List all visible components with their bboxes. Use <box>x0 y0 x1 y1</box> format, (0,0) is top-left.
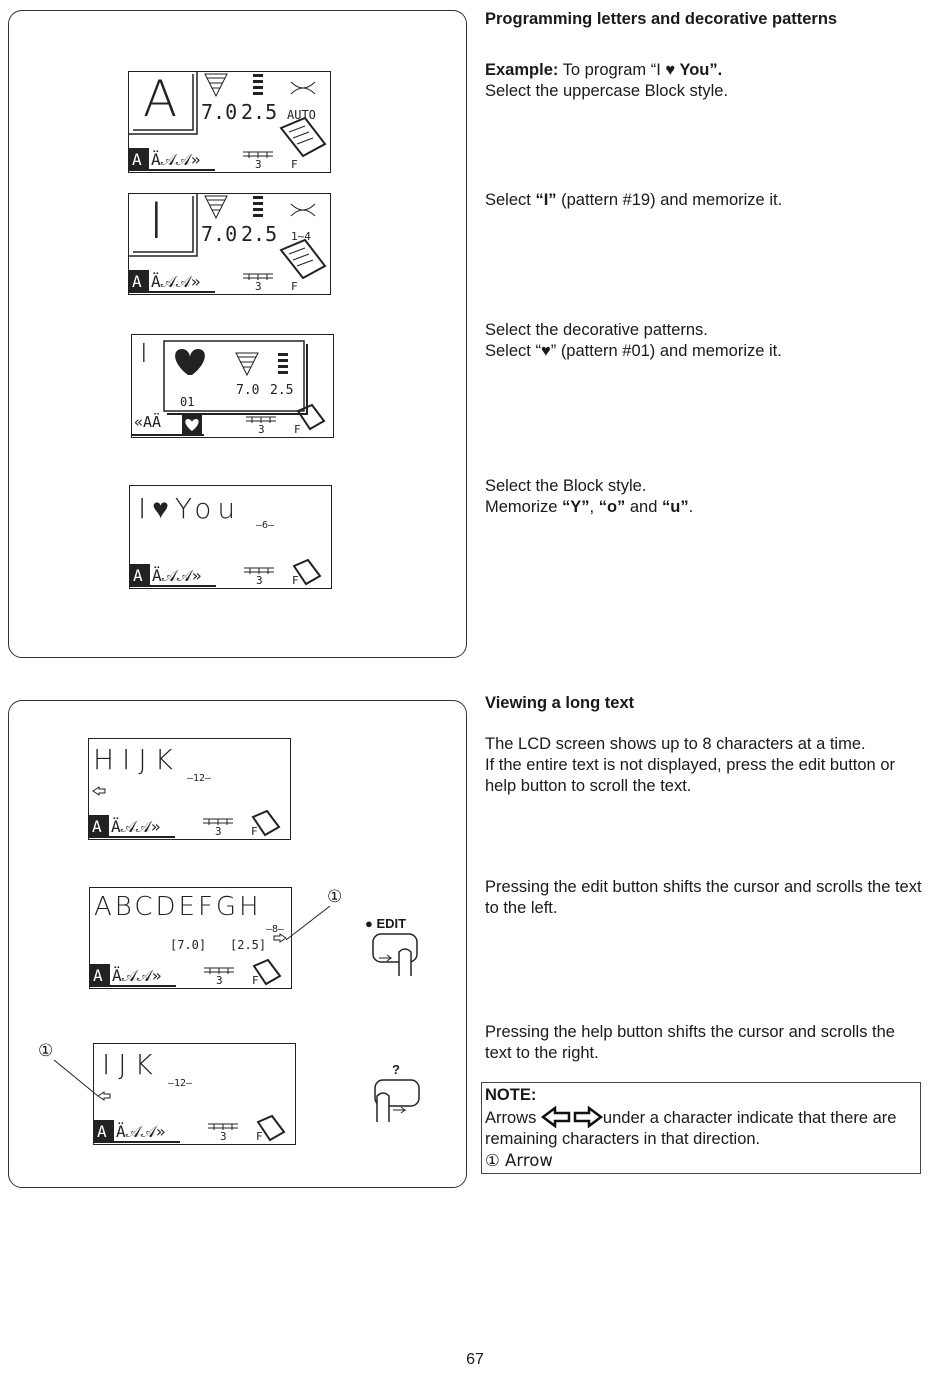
lcd-text: IJK <box>102 1048 161 1081</box>
tension-value: 3 <box>215 825 222 838</box>
lcd-screen-i <box>128 193 331 295</box>
callout-1: ① <box>327 887 343 907</box>
style-icons: A <box>133 566 143 585</box>
presser-foot-icon <box>281 240 325 278</box>
note-legend: ① Arrow <box>485 1151 553 1170</box>
mode-value: AUTO <box>287 108 316 122</box>
length-value: [2.5] <box>230 938 267 952</box>
style-icons: A <box>93 966 103 985</box>
style-icons: «AÄ <box>134 413 162 431</box>
length-icon <box>253 74 263 95</box>
width-value: 7.0 <box>236 383 260 398</box>
note-text: Arrows under a character indicate that there are remaining characters in that direction. <box>485 1106 917 1150</box>
lcd-screen-abcdefgh <box>89 887 292 989</box>
style-icons-rest: Ä𝒜𝒜» <box>152 566 202 585</box>
lcd-letter: I <box>149 192 164 250</box>
section1-step4: Select the Block style. Memorize “Y”, “o” and “u”. <box>485 477 694 516</box>
edit-button[interactable] <box>365 914 425 978</box>
style-icons-rest: Ä𝒜𝒜» <box>151 150 201 169</box>
char-count: –8– <box>266 924 285 935</box>
char-count: –12– <box>168 1078 193 1089</box>
section2-para1: The LCD screen shows up to 8 characters at a time. If the entire text is not displayed, press the edit button or help button to scroll the text. <box>485 735 895 795</box>
lcd-letter: A <box>143 70 178 128</box>
finger-press-icon <box>365 914 425 978</box>
section1-heading: Programming letters and decorative patterns <box>485 10 838 28</box>
tension-value: 3 <box>255 280 262 293</box>
length-icon <box>253 196 263 217</box>
style-icons: A <box>132 272 142 291</box>
presser-foot-icon <box>281 118 325 156</box>
heart-icon: ♥ <box>665 61 676 79</box>
help-button-label: ? <box>392 1062 400 1077</box>
help-button[interactable] <box>367 1062 427 1128</box>
width-value: 7.0 <box>201 222 238 246</box>
section2-para3: Pressing the edit button shifts the cursor and scrolls the text to the left. <box>485 878 922 917</box>
style-icons-rest: Ä𝒜𝒜» <box>112 966 162 985</box>
style-icons: A <box>92 817 102 836</box>
foot-value: F <box>256 1130 263 1143</box>
style-icons: A <box>97 1122 107 1141</box>
section2-heading: Viewing a long text <box>485 694 635 712</box>
tension-value: 3 <box>256 574 263 587</box>
tension-value: 3 <box>220 1130 227 1143</box>
lcd-text: HIJK <box>93 743 181 776</box>
heart-icon: ♥ <box>540 342 551 360</box>
section2-para4: Pressing the help button shifts the cursor and scrolls the text to the right. <box>485 1023 895 1062</box>
length-value: 2.5 <box>241 100 278 124</box>
callout-2: ① <box>38 1041 54 1061</box>
width-icon <box>205 196 227 218</box>
tension-value: 3 <box>255 158 262 171</box>
left-arrow-icon <box>93 787 105 795</box>
char-count: –12– <box>187 773 212 784</box>
page-number: 67 <box>466 1351 484 1368</box>
foot-value: F <box>251 825 258 838</box>
lcd-letter: I <box>140 339 148 369</box>
lcd-text: I♥You <box>138 492 242 525</box>
edit-button-label: ● EDIT <box>365 916 407 931</box>
length-value: 2.5 <box>270 383 294 398</box>
lcd-screen-hijk <box>88 738 291 840</box>
style-icons: A <box>132 150 142 169</box>
lcd-graphics <box>132 335 333 437</box>
section1-example: Example: To program “I ♥ You”. Select the uppercase Block style. <box>485 61 729 100</box>
needle-icon <box>291 82 315 94</box>
lcd-screen-i-love-you <box>129 485 332 589</box>
width-icon <box>205 74 227 96</box>
char-count: –6– <box>256 520 275 531</box>
section1-step2: Select “I” (pattern #19) and memorize it. <box>485 191 783 209</box>
finger-press-icon <box>367 1062 427 1128</box>
width-value: 7.0 <box>201 100 238 124</box>
style-icons-rest: Ä𝒜𝒜» <box>116 1122 166 1141</box>
width-value: [7.0] <box>170 938 207 952</box>
scroll-arrows-icon <box>541 1106 603 1128</box>
foot-value: F <box>252 974 259 987</box>
tension-value: 3 <box>258 423 265 436</box>
foot-value: F <box>291 158 298 171</box>
note-title: NOTE: <box>485 1086 537 1104</box>
callout-line-2 <box>50 1056 110 1106</box>
note-box <box>481 1082 921 1174</box>
section1-step3: Select the decorative patterns. Select “♥” (pattern #01) and memorize it. <box>485 321 782 360</box>
length-value: 2.5 <box>241 222 278 246</box>
needle-icon <box>291 204 315 216</box>
lcd-screen-decorative <box>131 334 334 438</box>
lcd-text: ABCDEFGH <box>94 892 262 922</box>
pattern-number: 01 <box>180 395 195 409</box>
style-icons-rest: Ä𝒜𝒜» <box>151 272 201 291</box>
foot-value: F <box>294 423 301 436</box>
presser-foot-icon <box>298 405 324 429</box>
lcd-screen-ijk <box>93 1043 296 1145</box>
foot-value: F <box>292 574 299 587</box>
tension-value: 3 <box>216 974 223 987</box>
style-icons-rest: Ä𝒜𝒜» <box>111 817 161 836</box>
foot-value: F <box>291 280 298 293</box>
mode-value: 1~4 <box>291 230 311 243</box>
lcd-screen-a <box>128 71 331 173</box>
